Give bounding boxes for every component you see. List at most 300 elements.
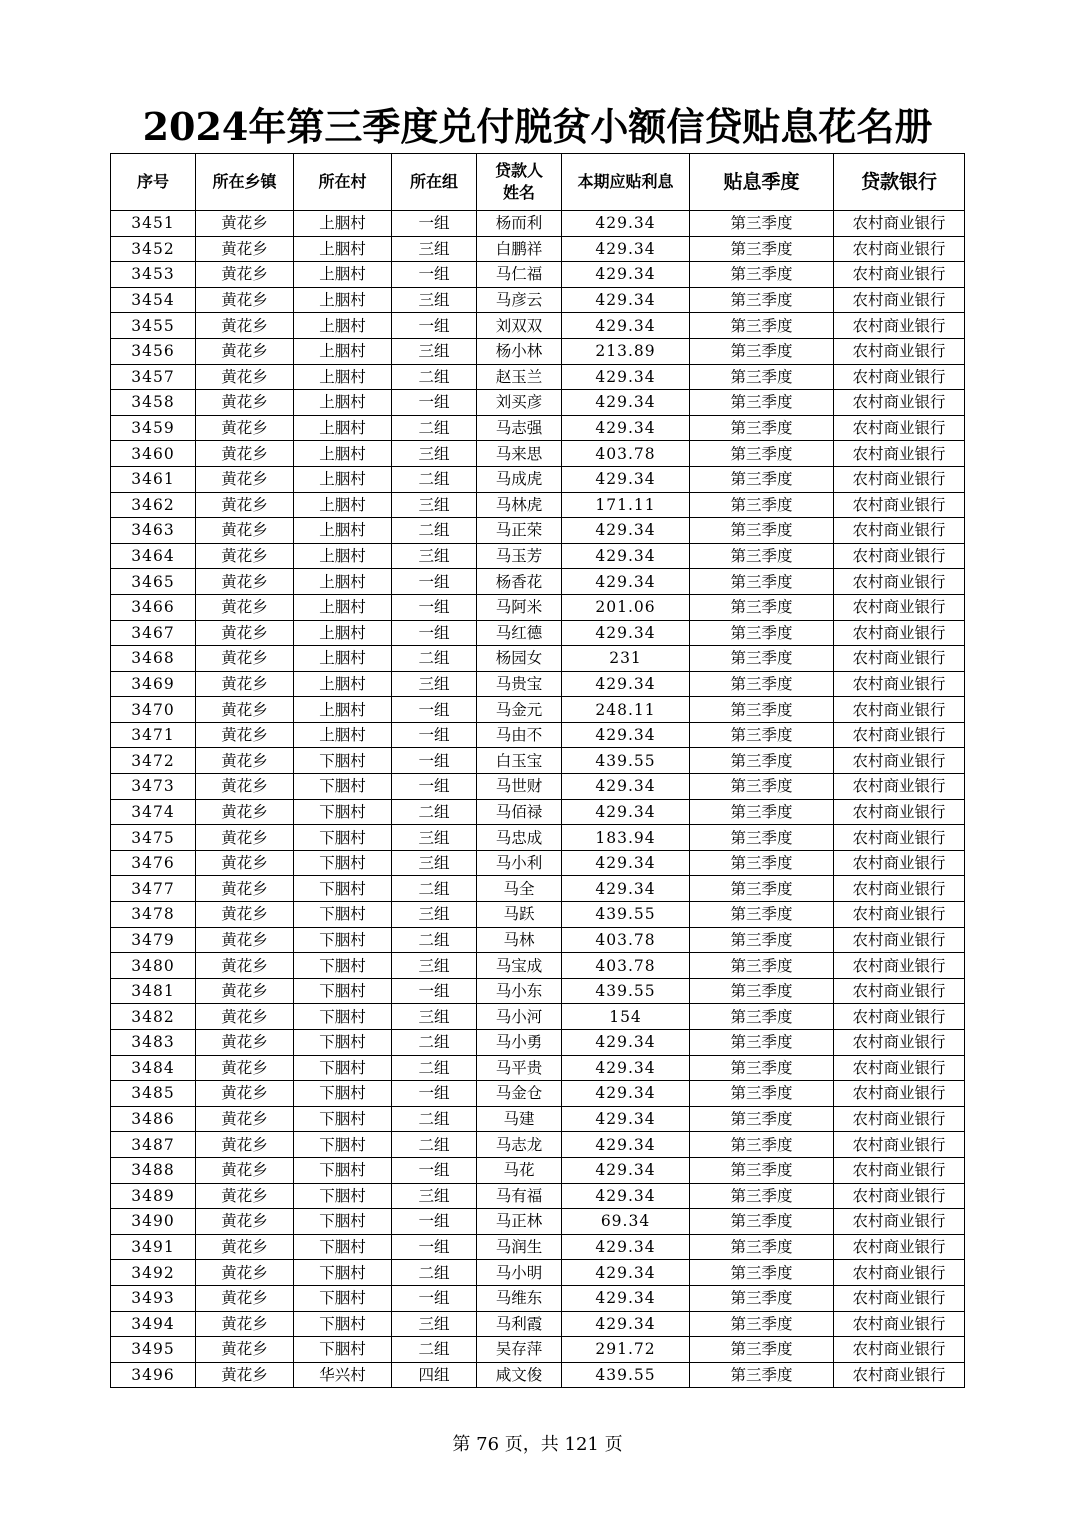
cell-bank: 农村商业银行 (834, 850, 965, 876)
cell-village: 下胭村 (294, 876, 392, 902)
cell-bank: 农村商业银行 (834, 1081, 965, 1107)
cell-interest: 429.34 (562, 1234, 690, 1260)
cell-village: 下胭村 (294, 1209, 392, 1235)
cell-seq: 3477 (111, 876, 196, 902)
cell-borrower-name: 马宝成 (477, 953, 562, 979)
cell-village: 下胭村 (294, 825, 392, 851)
cell-group: 二组 (392, 1055, 477, 1081)
cell-village: 上胭村 (294, 671, 392, 697)
cell-quarter: 第三季度 (690, 236, 834, 262)
cell-seq: 3461 (111, 466, 196, 492)
cell-seq: 3483 (111, 1030, 196, 1056)
cell-village: 上胭村 (294, 390, 392, 416)
table-row (111, 1260, 965, 1286)
cell-seq: 3452 (111, 236, 196, 262)
cell-group: 二组 (392, 415, 477, 441)
cell-borrower-name: 马志强 (477, 415, 562, 441)
cell-interest: 248.11 (562, 697, 690, 723)
cell-interest: 429.34 (562, 1311, 690, 1337)
cell-quarter: 第三季度 (690, 466, 834, 492)
cell-interest: 403.78 (562, 953, 690, 979)
table-row (111, 774, 965, 800)
cell-township: 黄花乡 (196, 1081, 294, 1107)
cell-village: 上胭村 (294, 722, 392, 748)
cell-quarter: 第三季度 (690, 774, 834, 800)
cell-interest: 183.94 (562, 825, 690, 851)
cell-township: 黄花乡 (196, 1260, 294, 1286)
cell-borrower-name: 马红德 (477, 620, 562, 646)
cell-township: 黄花乡 (196, 543, 294, 569)
table-row (111, 1106, 965, 1132)
cell-interest: 429.34 (562, 543, 690, 569)
cell-bank: 农村商业银行 (834, 287, 965, 313)
cell-quarter: 第三季度 (690, 543, 834, 569)
cell-bank: 农村商业银行 (834, 466, 965, 492)
table-row (111, 927, 965, 953)
cell-township: 黄花乡 (196, 441, 294, 467)
cell-seq: 3471 (111, 722, 196, 748)
cell-group: 三组 (392, 287, 477, 313)
cell-interest: 403.78 (562, 927, 690, 953)
cell-village: 上胭村 (294, 364, 392, 390)
cell-interest: 429.34 (562, 774, 690, 800)
cell-bank: 农村商业银行 (834, 1004, 965, 1030)
table-row (111, 390, 965, 416)
cell-quarter: 第三季度 (690, 594, 834, 620)
cell-village: 上胭村 (294, 287, 392, 313)
cell-bank: 农村商业银行 (834, 1285, 965, 1311)
cell-village: 下胭村 (294, 1285, 392, 1311)
cell-bank: 农村商业银行 (834, 262, 965, 288)
table-row (111, 1004, 965, 1030)
cell-bank: 农村商业银行 (834, 1311, 965, 1337)
cell-township: 黄花乡 (196, 1004, 294, 1030)
cell-village: 下胭村 (294, 1311, 392, 1337)
table-row (111, 441, 965, 467)
cell-quarter: 第三季度 (690, 415, 834, 441)
cell-bank: 农村商业银行 (834, 1260, 965, 1286)
table-row (111, 1362, 965, 1388)
cell-borrower-name: 马林虎 (477, 492, 562, 518)
cell-borrower-name: 马小东 (477, 978, 562, 1004)
cell-village: 上胭村 (294, 415, 392, 441)
cell-quarter: 第三季度 (690, 518, 834, 544)
cell-interest: 429.34 (562, 799, 690, 825)
cell-seq: 3484 (111, 1055, 196, 1081)
cell-quarter: 第三季度 (690, 338, 834, 364)
table-row (111, 953, 965, 979)
cell-township: 黄花乡 (196, 953, 294, 979)
cell-village: 下胭村 (294, 902, 392, 928)
table-row (111, 543, 965, 569)
cell-group: 一组 (392, 697, 477, 723)
cell-bank: 农村商业银行 (834, 902, 965, 928)
table-row (111, 978, 965, 1004)
cell-township: 黄花乡 (196, 338, 294, 364)
table-row (111, 671, 965, 697)
cell-group: 一组 (392, 211, 477, 237)
cell-interest: 439.55 (562, 1362, 690, 1388)
cell-group: 二组 (392, 927, 477, 953)
cell-seq: 3464 (111, 543, 196, 569)
cell-village: 下胭村 (294, 927, 392, 953)
cell-quarter: 第三季度 (690, 1183, 834, 1209)
cell-bank: 农村商业银行 (834, 338, 965, 364)
cell-village: 上胭村 (294, 466, 392, 492)
cell-interest: 429.34 (562, 1132, 690, 1158)
table-row (111, 287, 965, 313)
cell-seq: 3475 (111, 825, 196, 851)
cell-borrower-name: 马忠成 (477, 825, 562, 851)
table-row (111, 569, 965, 595)
cell-borrower-name: 马志龙 (477, 1132, 562, 1158)
cell-bank: 农村商业银行 (834, 390, 965, 416)
cell-borrower-name: 马金元 (477, 697, 562, 723)
cell-group: 一组 (392, 594, 477, 620)
cell-bank: 农村商业银行 (834, 211, 965, 237)
cell-group: 一组 (392, 748, 477, 774)
cell-seq: 3463 (111, 518, 196, 544)
cell-village: 下胭村 (294, 1004, 392, 1030)
cell-seq: 3457 (111, 364, 196, 390)
cell-village: 上胭村 (294, 697, 392, 723)
cell-township: 黄花乡 (196, 1209, 294, 1235)
cell-group: 一组 (392, 569, 477, 595)
cell-group: 四组 (392, 1362, 477, 1388)
cell-borrower-name: 杨香花 (477, 569, 562, 595)
cell-interest: 154 (562, 1004, 690, 1030)
cell-bank: 农村商业银行 (834, 671, 965, 697)
cell-quarter: 第三季度 (690, 1285, 834, 1311)
cell-borrower-name: 马佰禄 (477, 799, 562, 825)
cell-group: 三组 (392, 850, 477, 876)
cell-village: 上胭村 (294, 594, 392, 620)
cell-township: 黄花乡 (196, 748, 294, 774)
cell-seq: 3453 (111, 262, 196, 288)
cell-interest: 429.34 (562, 313, 690, 339)
cell-seq: 3455 (111, 313, 196, 339)
cell-borrower-name: 马贵宝 (477, 671, 562, 697)
cell-borrower-name: 刘双双 (477, 313, 562, 339)
cell-township: 黄花乡 (196, 390, 294, 416)
cell-bank: 农村商业银行 (834, 799, 965, 825)
cell-village: 下胭村 (294, 774, 392, 800)
cell-township: 黄花乡 (196, 594, 294, 620)
cell-seq: 3470 (111, 697, 196, 723)
cell-village: 下胭村 (294, 1183, 392, 1209)
table-row (111, 1183, 965, 1209)
cell-township: 黄花乡 (196, 1055, 294, 1081)
cell-township: 黄花乡 (196, 415, 294, 441)
cell-borrower-name: 白鹏祥 (477, 236, 562, 262)
cell-group: 一组 (392, 978, 477, 1004)
cell-borrower-name: 马小明 (477, 1260, 562, 1286)
cell-quarter: 第三季度 (690, 1157, 834, 1183)
cell-seq: 3469 (111, 671, 196, 697)
table-row (111, 492, 965, 518)
cell-village: 下胭村 (294, 1234, 392, 1260)
cell-village: 下胭村 (294, 748, 392, 774)
cell-quarter: 第三季度 (690, 287, 834, 313)
cell-interest: 291.72 (562, 1337, 690, 1363)
table-row (111, 697, 965, 723)
cell-interest: 429.34 (562, 850, 690, 876)
cell-group: 一组 (392, 262, 477, 288)
cell-bank: 农村商业银行 (834, 594, 965, 620)
table-row (111, 313, 965, 339)
cell-borrower-name: 马利霞 (477, 1311, 562, 1337)
table-row (111, 518, 965, 544)
cell-township: 黄花乡 (196, 1183, 294, 1209)
cell-group: 三组 (392, 902, 477, 928)
cell-quarter: 第三季度 (690, 1004, 834, 1030)
cell-seq: 3466 (111, 594, 196, 620)
cell-bank: 农村商业银行 (834, 1055, 965, 1081)
cell-bank: 农村商业银行 (834, 748, 965, 774)
cell-group: 三组 (392, 1183, 477, 1209)
cell-seq: 3495 (111, 1337, 196, 1363)
cell-group: 二组 (392, 1030, 477, 1056)
table-row (111, 466, 965, 492)
cell-borrower-name: 马仁福 (477, 262, 562, 288)
cell-seq: 3458 (111, 390, 196, 416)
table-row (111, 646, 965, 672)
cell-quarter: 第三季度 (690, 620, 834, 646)
cell-interest: 429.34 (562, 1285, 690, 1311)
cell-quarter: 第三季度 (690, 1362, 834, 1388)
cell-borrower-name: 马阿米 (477, 594, 562, 620)
cell-borrower-name: 杨而利 (477, 211, 562, 237)
cell-township: 黄花乡 (196, 978, 294, 1004)
cell-bank: 农村商业银行 (834, 543, 965, 569)
cell-quarter: 第三季度 (690, 1209, 834, 1235)
cell-village: 上胭村 (294, 518, 392, 544)
cell-borrower-name: 马跃 (477, 902, 562, 928)
cell-group: 二组 (392, 364, 477, 390)
cell-seq: 3486 (111, 1106, 196, 1132)
cell-quarter: 第三季度 (690, 390, 834, 416)
cell-interest: 429.34 (562, 364, 690, 390)
cell-group: 三组 (392, 338, 477, 364)
cell-quarter: 第三季度 (690, 441, 834, 467)
cell-village: 上胭村 (294, 211, 392, 237)
table-row (111, 850, 965, 876)
table-row (111, 1030, 965, 1056)
cell-bank: 农村商业银行 (834, 825, 965, 851)
cell-township: 黄花乡 (196, 902, 294, 928)
cell-borrower-name: 马花 (477, 1157, 562, 1183)
cell-interest: 429.34 (562, 876, 690, 902)
cell-township: 黄花乡 (196, 518, 294, 544)
cell-interest: 429.34 (562, 236, 690, 262)
table-row (111, 1081, 965, 1107)
table-row (111, 1157, 965, 1183)
cell-group: 二组 (392, 646, 477, 672)
cell-township: 黄花乡 (196, 799, 294, 825)
cell-interest: 429.34 (562, 390, 690, 416)
cell-village: 下胭村 (294, 1337, 392, 1363)
cell-bank: 农村商业银行 (834, 774, 965, 800)
cell-village: 上胭村 (294, 236, 392, 262)
table-row (111, 1337, 965, 1363)
cell-quarter: 第三季度 (690, 927, 834, 953)
cell-bank: 农村商业银行 (834, 1209, 965, 1235)
cell-bank: 农村商业银行 (834, 518, 965, 544)
cell-interest: 403.78 (562, 441, 690, 467)
cell-group: 二组 (392, 799, 477, 825)
cell-group: 一组 (392, 1234, 477, 1260)
cell-borrower-name: 马有福 (477, 1183, 562, 1209)
cell-bank: 农村商业银行 (834, 1234, 965, 1260)
header-borrower-line2: 姓名 (502, 183, 535, 202)
cell-village: 下胭村 (294, 1132, 392, 1158)
cell-group: 二组 (392, 1337, 477, 1363)
cell-seq: 3460 (111, 441, 196, 467)
cell-quarter: 第三季度 (690, 1234, 834, 1260)
cell-group: 三组 (392, 543, 477, 569)
cell-group: 三组 (392, 236, 477, 262)
cell-township: 黄花乡 (196, 1362, 294, 1388)
cell-township: 黄花乡 (196, 1285, 294, 1311)
cell-quarter: 第三季度 (690, 953, 834, 979)
cell-interest: 429.34 (562, 262, 690, 288)
cell-bank: 农村商业银行 (834, 415, 965, 441)
cell-bank: 农村商业银行 (834, 1183, 965, 1209)
cell-bank: 农村商业银行 (834, 927, 965, 953)
cell-township: 黄花乡 (196, 236, 294, 262)
cell-interest: 429.34 (562, 287, 690, 313)
cell-group: 一组 (392, 390, 477, 416)
cell-township: 黄花乡 (196, 492, 294, 518)
cell-quarter: 第三季度 (690, 1311, 834, 1337)
cell-borrower-name: 马来思 (477, 441, 562, 467)
cell-seq: 3456 (111, 338, 196, 364)
cell-bank: 农村商业银行 (834, 569, 965, 595)
cell-borrower-name: 马成虎 (477, 466, 562, 492)
cell-interest: 231 (562, 646, 690, 672)
table-row (111, 1209, 965, 1235)
cell-village: 下胭村 (294, 953, 392, 979)
cell-borrower-name: 刘买彦 (477, 390, 562, 416)
cell-township: 黄花乡 (196, 287, 294, 313)
cell-quarter: 第三季度 (690, 697, 834, 723)
cell-bank: 农村商业银行 (834, 697, 965, 723)
cell-township: 黄花乡 (196, 1157, 294, 1183)
cell-interest: 429.34 (562, 1081, 690, 1107)
cell-borrower-name: 马全 (477, 876, 562, 902)
cell-interest: 213.89 (562, 338, 690, 364)
cell-seq: 3492 (111, 1260, 196, 1286)
cell-township: 黄花乡 (196, 262, 294, 288)
cell-village: 上胭村 (294, 441, 392, 467)
cell-seq: 3485 (111, 1081, 196, 1107)
cell-seq: 3493 (111, 1285, 196, 1311)
cell-township: 黄花乡 (196, 774, 294, 800)
cell-group: 一组 (392, 1081, 477, 1107)
table-header-row (111, 154, 965, 211)
cell-township: 黄花乡 (196, 825, 294, 851)
cell-group: 一组 (392, 774, 477, 800)
cell-seq: 3454 (111, 287, 196, 313)
cell-seq: 3476 (111, 850, 196, 876)
cell-bank: 农村商业银行 (834, 492, 965, 518)
cell-township: 黄花乡 (196, 1030, 294, 1056)
cell-group: 二组 (392, 1106, 477, 1132)
cell-township: 黄花乡 (196, 364, 294, 390)
header-township: 所在乡镇 (196, 154, 294, 211)
table-row (111, 1055, 965, 1081)
cell-borrower-name: 马世财 (477, 774, 562, 800)
cell-group: 二组 (392, 518, 477, 544)
cell-quarter: 第三季度 (690, 799, 834, 825)
cell-seq: 3491 (111, 1234, 196, 1260)
cell-bank: 农村商业银行 (834, 646, 965, 672)
cell-bank: 农村商业银行 (834, 1106, 965, 1132)
table-row (111, 1234, 965, 1260)
cell-bank: 农村商业银行 (834, 978, 965, 1004)
cell-quarter: 第三季度 (690, 671, 834, 697)
page-title: 2024年第三季度兑付脱贫小额信贷贴息花名册 (142, 104, 933, 149)
cell-group: 一组 (392, 1209, 477, 1235)
cell-quarter: 第三季度 (690, 1132, 834, 1158)
cell-interest: 201.06 (562, 594, 690, 620)
cell-group: 一组 (392, 620, 477, 646)
cell-borrower-name: 马小勇 (477, 1030, 562, 1056)
cell-borrower-name: 马玉芳 (477, 543, 562, 569)
table-body (111, 211, 965, 1388)
cell-township: 黄花乡 (196, 1234, 294, 1260)
cell-village: 下胭村 (294, 799, 392, 825)
cell-seq: 3472 (111, 748, 196, 774)
cell-borrower-name: 马林 (477, 927, 562, 953)
cell-borrower-name: 马平贵 (477, 1055, 562, 1081)
cell-village: 下胭村 (294, 1157, 392, 1183)
roster-table (110, 153, 965, 1388)
cell-borrower-name: 马正林 (477, 1209, 562, 1235)
cell-village: 上胭村 (294, 646, 392, 672)
cell-interest: 429.34 (562, 1157, 690, 1183)
cell-village: 上胭村 (294, 543, 392, 569)
cell-quarter: 第三季度 (690, 722, 834, 748)
cell-seq: 3462 (111, 492, 196, 518)
cell-seq: 3467 (111, 620, 196, 646)
cell-quarter: 第三季度 (690, 748, 834, 774)
cell-interest: 429.34 (562, 211, 690, 237)
cell-quarter: 第三季度 (690, 1260, 834, 1286)
table-row (111, 262, 965, 288)
cell-quarter: 第三季度 (690, 850, 834, 876)
cell-interest: 429.34 (562, 1183, 690, 1209)
cell-village: 上胭村 (294, 620, 392, 646)
cell-quarter: 第三季度 (690, 978, 834, 1004)
cell-quarter: 第三季度 (690, 1055, 834, 1081)
table-row (111, 876, 965, 902)
cell-village: 上胭村 (294, 338, 392, 364)
cell-township: 黄花乡 (196, 211, 294, 237)
cell-bank: 农村商业银行 (834, 1030, 965, 1056)
header-borrower (477, 154, 562, 211)
cell-interest: 171.11 (562, 492, 690, 518)
cell-quarter: 第三季度 (690, 1081, 834, 1107)
cell-bank: 农村商业银行 (834, 1337, 965, 1363)
cell-borrower-name: 白玉宝 (477, 748, 562, 774)
cell-township: 黄花乡 (196, 850, 294, 876)
cell-seq: 3482 (111, 1004, 196, 1030)
cell-seq: 3459 (111, 415, 196, 441)
cell-interest: 429.34 (562, 1106, 690, 1132)
table-row (111, 415, 965, 441)
cell-bank: 农村商业银行 (834, 313, 965, 339)
